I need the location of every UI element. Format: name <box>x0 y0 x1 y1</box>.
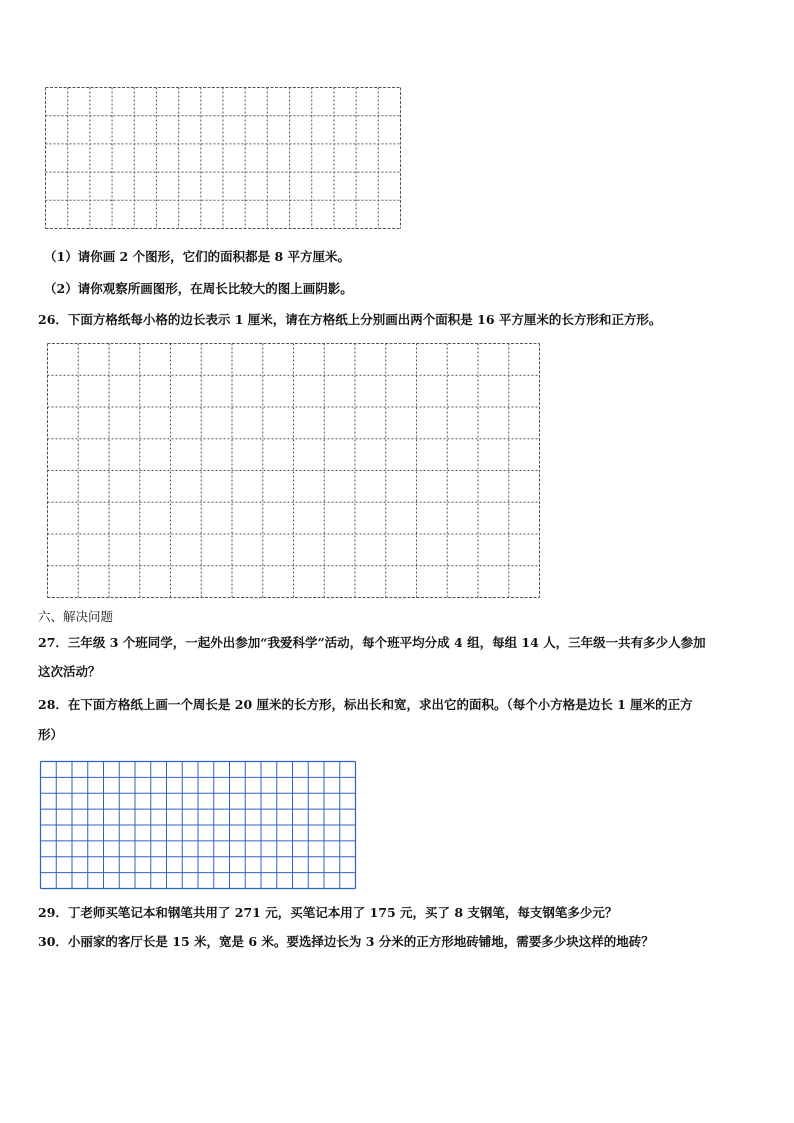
q30-text: 30．小丽家的客厅长是 15 米，宽是 6 米。要选择边长为 3 分米的正方形地砖铺地，需要多少块这样的地砖？ <box>38 934 654 949</box>
q27-line2: 这次活动？ <box>38 664 101 679</box>
section-title: 六、解决问题 <box>38 609 114 624</box>
q29-text: 29．丁老师买笔记本和钢笔共用了 271 元，买笔记本用了 175 元，买了 8 支钢笔，每支钢笔多少元？ <box>38 905 618 920</box>
q25-part1: （1）请你画 2 个图形，它们的面积都是 8 平方厘米。 <box>44 249 351 264</box>
grid-top[interactable] <box>45 87 401 229</box>
q25-part2: （2）请你观察所画图形，在周长比较大的图上画阴影。 <box>44 281 353 296</box>
q28-line2: 形） <box>38 727 64 742</box>
grid-q26[interactable] <box>47 343 540 598</box>
q27-line1: 27．三年级 3 个班同学，一起外出参加“我爱科学”活动，每个班平均分成 4 组，每组 14 人，三年级一共有多少人参加 <box>38 635 706 650</box>
q28-line1: 28．在下面方格纸上画一个周长是 20 厘米的长方形，标出长和宽，求出它的面积。（每个小方格是边长 1 厘米的正方 <box>38 697 693 712</box>
q26-text: 26．下面方格纸每小格的边长表示 1 厘米，请在方格纸上分别画出两个面积是 16 平方厘米的长方形和正方形。 <box>38 312 662 327</box>
grid-q28[interactable] <box>40 761 356 889</box>
